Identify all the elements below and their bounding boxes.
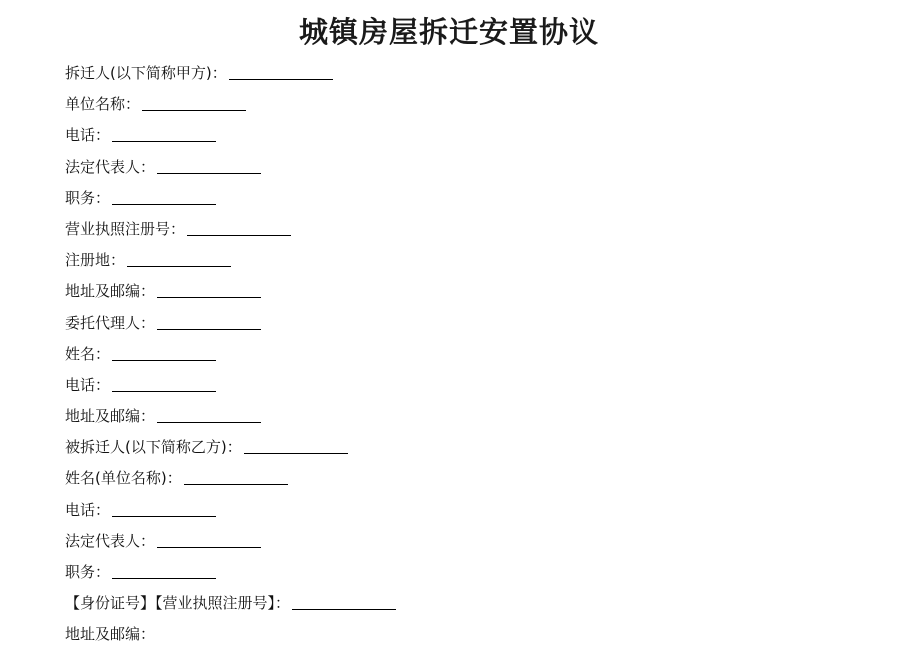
blank-line xyxy=(112,125,216,142)
blank-line xyxy=(244,437,348,454)
blank-line xyxy=(292,593,396,610)
document-title: 城镇房屋拆迁安置协议 xyxy=(298,15,599,49)
field-business-license xyxy=(65,219,396,250)
field-label: 被拆迁人(以下简称乙方)： xyxy=(65,438,242,457)
field-label: 营业执照注册号： xyxy=(65,219,186,238)
field-position xyxy=(65,188,396,219)
field-label: 电话： xyxy=(65,375,111,394)
field-label: 地址及邮编： xyxy=(65,625,156,644)
field-phone xyxy=(65,125,396,156)
field-label: 职务： xyxy=(65,188,111,207)
field-label: 地址及邮编： xyxy=(65,282,156,301)
field-label: 委托代理人： xyxy=(65,313,156,332)
field-label: 姓名： xyxy=(65,344,111,363)
blank-line xyxy=(157,157,261,174)
field-agent xyxy=(65,313,396,344)
field-label: 拆迁人(以下简称甲方)： xyxy=(65,64,227,82)
blank-line xyxy=(127,250,231,267)
field-label: 单位名称： xyxy=(65,95,141,114)
blank-line xyxy=(142,94,246,111)
field-demolisher xyxy=(65,63,396,94)
blank-line xyxy=(157,531,261,548)
blank-line xyxy=(112,500,216,517)
blank-line xyxy=(112,562,216,579)
field-label: 电话： xyxy=(65,500,111,519)
field-position xyxy=(65,562,396,593)
field-label: 地址及邮编： xyxy=(65,407,156,426)
field-phone xyxy=(65,375,396,406)
blank-line xyxy=(112,344,216,361)
field-legal-representative xyxy=(65,157,396,188)
field-name-unit xyxy=(65,468,396,499)
blank-line xyxy=(187,219,291,236)
field-address-postcode xyxy=(65,406,396,437)
field-address-postcode xyxy=(65,281,396,312)
field-name xyxy=(65,344,396,375)
field-address-postcode xyxy=(65,624,396,655)
field-label: 职务： xyxy=(65,563,111,581)
form-fields xyxy=(65,63,396,656)
blank-line xyxy=(157,313,261,330)
field-registered-place xyxy=(65,250,396,281)
blank-line xyxy=(157,281,261,298)
field-legal-representative xyxy=(65,531,396,562)
field-phone xyxy=(65,500,396,531)
blank-line xyxy=(112,188,216,205)
field-demolished-party xyxy=(65,437,396,468)
field-label: 电话： xyxy=(65,126,111,145)
field-label: 注册地： xyxy=(65,251,126,270)
blank-line xyxy=(112,375,216,392)
blank-line xyxy=(157,406,261,423)
field-label: 【身份证号】【营业执照注册号】： xyxy=(65,594,291,613)
field-label: 姓名(单位名称)： xyxy=(65,469,182,488)
field-label: 法定代表人： xyxy=(65,157,156,176)
blank-line xyxy=(184,468,288,485)
field-label: 法定代表人： xyxy=(65,531,156,550)
blank-line xyxy=(229,63,333,80)
field-id-or-license xyxy=(65,593,396,624)
field-unit-name xyxy=(65,94,396,125)
